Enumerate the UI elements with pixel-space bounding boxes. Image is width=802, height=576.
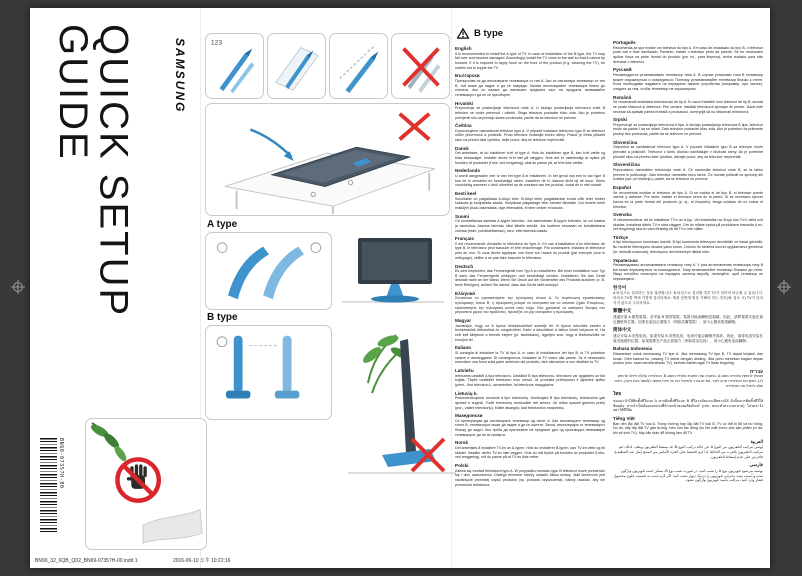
language-name: Македонски <box>455 413 483 419</box>
language-text: Bạn nên lắp đặt TV loại A. Trong trường hợp lắp đặt TV loại B, TV có thể bị đổ và hư hỏng. Do đó, hãy lắp đặt TV gần tường. Nếu cần tác động lực lên mặt trước của sản phẩm (ví dụ: khi vệ sinh TV), hãy cẩn thận để không làm đổ TV. <box>613 421 763 436</box>
warning-triangle-icon <box>457 28 469 39</box>
language-text: Препоръчва се да инсталирате телевизора от тип A. Ако се инсталира телевизор от тип B, той може да падне и да се повреди. Затова инсталирайте телевизора близо до стената. Ако се налага да натискате предната част на продукта, внимавайте телевизорът да не се преобърне. <box>455 78 605 97</box>
language-name: Deutsch <box>455 263 474 269</box>
language-name: Polski <box>455 463 469 469</box>
language-name: English <box>455 46 472 51</box>
language-text: מומלץ להתקין טלוויזיה מסוג A. במקרה של התקנת טלוויזיה מסוג B, הטלוויזיה עלולה ליפול ולהינזק. לכן, התקן את הטלוויזיה קרוב לקיר. אם יש צורך להפעיל כוח על חזית המוצר (למשל בעת ניקוי), היזהר שלא להפיל את הטלוויזיה. <box>613 374 763 388</box>
language-name: Latviešu <box>455 367 474 373</box>
a-type-tv-illustration <box>338 230 448 310</box>
language-section-8 <box>613 235 763 255</box>
language-name: Tiếng Việt <box>613 416 635 422</box>
language-name: Lietuvių k. <box>455 390 478 396</box>
step-panel-3 <box>329 33 388 99</box>
language-text: Det anbefales, at du installerer tv'et af type A. Hvis du installerer type B, kan tv'et vælte og blive beskadiget. Installér derfor tv'et tæt på væggen. Hvis det er nødvendigt at trykke på forsiden af produktet (f.eks. ved rengøring), skal du passe på, at tv'et ikke vælter. <box>455 151 605 165</box>
language-text: Doporučujeme nainstalovat televizor typu A. V případě instalace televizoru typu B se televizor může převrhnout a poškodit. Proto televizor instalujte blízko stěny. Pokud je třeba působit silou na přední část výrobku, dejte pozor, aby se televizor nepřevrátil. <box>455 128 605 143</box>
a-type-label: A type <box>207 219 238 230</box>
language-text: ขอแนะนำให้ติดตั้งทีวีแบบ A หากติดตั้งทีวีแบบ B ทีวีอาจล้มและเสียหายได้ ดังนั้นควรติดตั้งทีวีให้ชิดผนัง หากจำเป็นต้องออกแรงที่ด้านหน้าของผลิตภัณฑ์ (เช่น ขณะทำความสะอาด) โปรดระวังอย่าให้ทีวีล้ม <box>613 399 763 413</box>
language-name: Italiano <box>455 345 472 351</box>
language-section-16 <box>613 416 763 436</box>
language-name: العربية <box>750 438 763 444</box>
registration-mark-right-icon <box>777 280 791 294</box>
step-panel-1 <box>205 33 264 99</box>
language-text: Ieteicams uzstādīt A tipa televizoru. Uzstādot B tipa televizoru, televizors var apgāzties un tikt bojāts. Tāpēc uzstādiet televizoru tuvu sienai. Ja produkta priekšpusei ir jāpieliek spēks (piem., tīrot televizoru), uzmanieties, lai televizors neapgāztos. <box>455 373 605 387</box>
language-section-16 <box>455 440 605 460</box>
language-section-18 <box>613 462 763 483</box>
language-name: Español <box>613 185 631 190</box>
do-not-press-illustration <box>86 419 206 549</box>
language-section-8 <box>455 236 605 260</box>
language-section-12 <box>613 327 763 343</box>
registration-mark-left-icon <box>11 280 25 294</box>
b-type-label: B type <box>207 312 238 323</box>
language-section-14 <box>455 391 605 411</box>
language-section-9 <box>455 264 605 288</box>
step4-illustration-prohibited <box>392 34 449 98</box>
language-name: 简体中文 <box>613 327 632 333</box>
language-name: Slovenščina <box>613 162 640 168</box>
language-text: Il est recommandé d'installer le téléviseur de type A. En cas d'installation d'un téléviseur de type B, le téléviseur peut basculer et être endommagé. Par conséquent, installez le téléviseur près du mur. Si vous devez appliquer une force sur l'avant du produit (par exemple pour le nettoyage), veillez à ne pas faire basculer le téléviseur. <box>455 241 605 260</box>
language-name: Русский <box>613 67 632 73</box>
language-text: Det anbefales å installere TV-en av A-typen. Hvis du installerer B-typen, kan TV-en velte og bli skadet. Installer derfor TV-en nær veggen. Hvis du må trykke på forsiden av produktet (f.eks. ved rengjøring), må du passe på at TV-en ikke velter. <box>455 446 605 460</box>
step-panel-4 <box>391 33 450 99</box>
language-name: Türkçe <box>613 234 629 240</box>
language-section-15 <box>455 413 605 437</box>
language-section-11 <box>613 308 763 324</box>
language-text: A tipi televizyonun kurulması önerilir. B tipi kurulumda televizyon devrilebilir ve hasar görebilir. Bu nedenle televizyonu duvara yakın kurun. Ürünün ön tarafına kuvvet uygulamanız gerekirse (ör. temizlik sırasında), televizyonu devirmemeye dikkat edin. <box>613 240 763 254</box>
print-file-info: BN90_32_6QB_Q02_BN69-07357H-00.indd 1 <box>35 558 138 564</box>
language-section-0 <box>613 40 763 64</box>
language-section-6 <box>455 191 605 211</box>
language-text: It is recommended to install the A type of TV. In case of installation of the B type, the TV may fall over and become damaged. Accordingly, install the TV close to the wall so that it cannot tip forward. If it is required to apply force on the front of the product (e.g. cleaning the TV), be careful not to topple the TV. <box>455 51 605 70</box>
a-type-stand-parts <box>206 233 331 309</box>
language-name: Português <box>613 40 636 45</box>
language-text: Javasoljuk, hogy az A típusú tévékészüléket szerelje fel. B típusú készülék esetén a tévékészülék felborulhat és megsérülhet. Ezért a készüléket a falhoz közel helyezze el. Ha erőt kell kifejtenie a termék elejére (pl. tisztításkor), ügyeljen arra, hogy a tévékészülék ne boruljon fel. <box>455 323 605 342</box>
language-text: Odporúča sa nainštalovať televízor typu A. V prípade inštalácie typu B sa televízor môže prevrátiť a poškodiť. Televízor z tohto dôvodu nainštalujte v blízkosti steny. Ak je potrebné pôsobiť silou na prednú časť výrobku, dávajte pozor, aby sa televízor neprevrátil. <box>613 145 763 159</box>
language-text: Disarankan untuk memasang TV tipe A. Jika memasang TV tipe B, TV dapat terjatuh dan rusak. Oleh karena itu, pasang TV dekat dengan dinding. Jika perlu menekan bagian depan produk (mis. saat membersihkan TV), berhati-hatilah agar TV tidak terguling. <box>613 351 763 366</box>
language-text: On suositeltavaa asentaa A-tyypin televisio. Jos asennetaan B-tyypin televisio, se voi kaatua ja vaurioitua. Asenna televisio siksi lähelle seinää. Jos tuotteen etuosaan on kohdistettava voimaa (esim. puhdistettaessa), varo, ettei televisio kaadu. <box>455 219 605 233</box>
language-name: Dansk <box>455 145 469 151</box>
language-section-12 <box>455 345 605 365</box>
language-name: Français <box>455 236 474 242</box>
language-text: Rekomenduojama montuoti A tipo televizorių. Montuojant B tipo televizorių, televizorius gali apvirsti ir sugesti. Todėl televizorių montuokite arti sienos. Jei reikia spausti gaminio priekį (pvz., valant televizorių), būkite atsargūs, kad televizorius neapvirstų. <box>455 396 605 410</box>
language-section-13 <box>455 368 605 388</box>
language-name: Română <box>613 94 632 100</box>
a-type-parts-panel <box>205 232 332 310</box>
language-section-9 <box>613 258 763 282</box>
language-text: Recomenda-se que instale um televisor do tipo A. Em caso de instalação do tipo B, o televisor pode cair e ficar danificado. Portanto, instale o televisor perto da parede. Se for necessário aplicar força na parte frontal do produto (por ex., para limpeza), tenha cuidado para não derrubar o televisor. <box>613 45 763 64</box>
language-name: Nederlands <box>455 168 481 174</box>
language-text: Preporučuje se postavljanje televizora vrste A. U slučaju postavljanja televizora vrste B televizor se može prevrnuti i oštetiti. Stoga televizor postavite blizu zida. Ako je potrebno primijeniti silu na prednju stranu proizvoda, pazite da se televizor ne prevrne. <box>455 106 605 120</box>
language-section-10 <box>613 285 763 306</box>
language-text: توصیه می‌شود تلویزیون نوع A را نصب کنید. در صورت نصب نوع B، ممکن است تلویزیون واژگون شده و آسیب ببیند. بنابراین تلویزیون را نزدیک دیوار نصب کنید. اگر لازم است به قسمت جلوی محصول فشار وارد کنید، مراقب باشید تلویزیون واژگون نشود. <box>613 468 763 483</box>
language-text: Рекомендовано встановлювати телевізор типу A. У разі встановлення телевізора типу B він може перекинутися та пошкодитися. Тому встановлюйте телевізор близько до стіни. Якщо потрібно натиснути на передню частину виробу, пильнуйте, щоб телевізор не перекинувся. <box>613 263 763 282</box>
language-text: Es wird empfohlen, das Fernsehgerät vom Typ A zu installieren. Bei einer Installation vom Typ B kann das Fernsehgerät umkippen und beschädigt werden. Installieren Sie das Gerät deshalb nahe an der Wand. Wenn Sie Druck auf die Vorderseite des Produkts ausüben (z. B. beim Reinigen), achten Sie darauf, dass das Gerät nicht umkippt. <box>455 269 605 288</box>
assembly-steps-row <box>205 33 450 99</box>
language-name: 繁體中文 <box>613 308 632 314</box>
language-text: Zaleca się montaż telewizora typu A. W przypadku montażu typu B telewizor może przewrócić się i ulec uszkodzeniu. Dlatego telewizor należy ustawić blisko ściany. Jeśli konieczne jest naciśnięcie przedniej części produktu (np. podczas czyszczenia), należy uważać, aby nie przewrócić telewizora. <box>455 468 605 487</box>
section-heading-label: B type <box>474 28 504 39</box>
table-assembly-panel <box>205 103 450 216</box>
language-section-1 <box>455 73 605 97</box>
step3-illustration <box>330 34 387 98</box>
language-section-13 <box>613 346 763 366</box>
language-section-11 <box>455 318 605 342</box>
language-section-1 <box>613 67 763 91</box>
section-heading <box>457 28 503 39</box>
language-section-14 <box>613 369 763 389</box>
language-text: Priporočamo namestitev televizorja vrste A. Če namestite televizor vrste B, se ta lahko prevrne in poškoduje. Zato televizor namestite blizu stene. Če morate pritisniti na sprednji del izdelka (npr. pri čiščenju), pazite, da se televizor ne prevrne. <box>613 167 763 182</box>
language-text: Se recomienda instalar el televisor de tipo A. Si se instala el de tipo B, el televisor puede caerse y dañarse. Por tanto, instale el televisor cerca de la pared. Si es necesario ejercer fuerza en la parte frontal del producto (p. ej., al limpiarlo), tenga cuidado de no volcar el televisor. <box>613 190 763 209</box>
language-text: 建议安装 A 类型电视。如果安装 B 类型电视，电视可能会翻倒并损坏。因此，请将电视安装在靠近墙壁的位置。如果需要在产品正面施力（例如清洁电视），请小心避免电视翻倒。 <box>613 333 763 343</box>
language-text: Συνιστάται να εγκαταστήσετε την τηλεόραση τύπου A. Σε περίπτωση εγκατάστασης τηλεόρασης τύπου B, η τηλεόραση μπορεί να ανατραπεί και να υποστεί ζημιά. Επομένως, εγκαταστήστε την τηλεόραση κοντά στον τοίχο. Εάν χρειαστεί να ασκήσετε δύναμη στο μπροστινό μέρος του προϊόντος, προσέξτε να μην ανατραπεί η τηλεόραση. <box>455 296 605 315</box>
language-name: Български <box>455 73 480 79</box>
language-name: Svenska <box>613 212 632 218</box>
language-text: Soovitatav on paigaldada A-tüüpi teler. B-tüüpi teleri paigaldamise korral võib teler ümber kukkuda ja kahjustada saada. Seepärast paigaldage teler seinale lähedale. Kui tootele tuleb esiküljelt jõudu rakendada, olge ettevaatlik, et teler ümber ei kukuks. <box>455 196 605 210</box>
language-section-2 <box>455 101 605 121</box>
language-section-3 <box>455 123 605 143</box>
language-section-17 <box>455 463 605 487</box>
language-name: Slovenčina <box>613 139 638 145</box>
language-text: Vi rekommenderar att du installerar TV:n av A-typ. Vid installation av B-typ kan TV:n välta och skadas. Installera därför TV:n nära väggen. Om du måste trycka på produktens framsida (t.ex. vid rengöring) ska du vara försiktig så att TV:n inte välter. <box>613 217 763 232</box>
language-name: Bahasa Indonesia <box>613 346 653 352</box>
vertical-title: QUICK SETUP GUIDE <box>50 24 136 317</box>
barcode <box>40 438 57 533</box>
b-type-stand-parts <box>206 326 331 419</box>
language-text: Се препорачува да инсталирате телевизор од типот A. Ако инсталирате телевизор од типот B, телевизорот може да падне и да се оштети. Затоа, инсталирајте го телевизорот блиску до ѕидот. Ако треба да притискате на предниот дел од производот, внимавајте телевизорот да не се преврти. <box>455 418 605 437</box>
language-name: Hrvatski <box>455 100 474 106</box>
table-assembly-illustration <box>206 104 449 215</box>
language-name: 한국어 <box>613 284 627 290</box>
do-not-press-panel <box>85 418 207 550</box>
language-section-5 <box>455 168 605 188</box>
steps-label: 123 <box>210 39 223 47</box>
print-date-info: 2016-06-10 오후 10:22:16 <box>172 558 231 564</box>
b-type-tv-warning-illustration <box>342 323 462 488</box>
step1-illustration <box>206 34 263 98</box>
language-section-15 <box>613 391 763 413</box>
language-text: Рекомендуется устанавливать телевизор типа A. В случае установки типа B телевизор может опрокинуться и повредиться. Поэтому устанавливайте телевизор близко к стене. Если необходимо надавить на переднюю панель устройства (например, при чистке), следите за тем, чтобы телевизор не опрокинулся. <box>613 72 763 91</box>
step-panel-2 <box>267 33 326 99</box>
language-name: Suomi <box>455 213 470 219</box>
language-name: Українська <box>613 257 638 263</box>
b-type-parts-panel <box>205 325 332 420</box>
language-text: Preporučuje se postavljanje televizora A tipa. U slučaju postavljanja televizora B tipa, televizor može da padne i da se ošteti. Zato televizor postavite blizu zida. Ako je potrebno da pritisnete prednji deo proizvoda, pazite da se televizor ne prevrne. <box>613 122 763 137</box>
step2-illustration <box>268 34 325 98</box>
print-footer <box>35 557 264 564</box>
language-section-10 <box>455 291 605 315</box>
language-name: Norsk <box>455 440 469 446</box>
language-section-5 <box>613 162 763 182</box>
language-column-right <box>613 40 763 553</box>
language-name: Magyar <box>455 318 472 324</box>
language-name: Srpski <box>613 117 628 123</box>
language-section-17 <box>613 439 763 460</box>
language-name: فارسی <box>749 462 763 468</box>
language-name: Ελληνικά <box>455 290 476 296</box>
language-section-4 <box>455 146 605 166</box>
language-section-2 <box>613 95 763 115</box>
language-name: ไทย <box>613 391 622 397</box>
language-name: Čeština <box>455 123 472 129</box>
language-text: U wordt aangeraden een tv van het type A te installeren. In het geval van een tv van type B kan de tv omvallen en beschadigd raken. Installeer de tv daarom dicht bij de muur. Wees voorzichtig wanneer u druk uitoefent op de voorkant van het product, zodat de tv niet omvalt. <box>455 173 605 188</box>
guide-page <box>30 8 770 568</box>
language-text: A 타입으로 설치하는 것을 권장합니다. B 타입으로 설치할 경우 TV가 넘어져 파손될 수 있습니다. 따라서 TV를 벽에 가깝게 설치하세요. 제품 앞면에 힘을 가해야 하는 경우(예: 청소 시) TV가 넘어지지 않도록 주의하세요. <box>613 291 763 305</box>
language-name: Eesti keel <box>455 191 477 196</box>
language-text: 建議安裝 A 類型電視。若安裝 B 類型電視，電視可能會翻倒並損壞。因此，請將電視安裝在靠近牆壁的位置。如需在產品正面施力（例如清潔電視），請小心避免電視翻倒。 <box>613 314 763 324</box>
language-section-3 <box>613 117 763 137</box>
language-section-6 <box>613 185 763 209</box>
language-text: Se recomandă instalarea televizorului de tip A. În cazul instalării unui televizor de tip B, acesta se poate răsturna și deteriora. Prin urmare, instalați televizorul aproape de perete. Dacă este necesar să apăsați partea frontală a produsului, aveți grijă să nu răsturnați televizorul. <box>613 100 763 114</box>
language-section-4 <box>613 140 763 160</box>
language-section-0 <box>455 46 605 70</box>
language-section-7 <box>613 212 763 232</box>
language-text: Si consiglia di installare la TV di tipo A. In caso di installazione del tipo B, la TV potrebbe cadere e danneggiarsi. Di conseguenza, installare la TV vicino alla parete. Se è necessario esercitare una forza sulla parte anteriore del prodotto, fare attenzione a non ribaltare la TV. <box>455 350 605 365</box>
language-text: يُوصى بتركيب التلفزيون من النوع A. في حالة تركيب النوع B، قد يسقط التلفزيون ويتلف. لذلك، قم بتركيب التلفزيون بالقرب من الحائط. إذا لزم الضغط على الجزء الأمامي من المنتج (مثل عند التنظيف)، فاحرص على عدم إسقاط التلفزيون. <box>613 445 763 459</box>
language-name: עברית <box>749 368 763 374</box>
language-column-left <box>455 46 605 553</box>
language-section-7 <box>455 214 605 234</box>
samsung-logo: SAMSUNG <box>173 38 187 114</box>
barcode-number: BN68-07357H-00 <box>58 438 64 489</box>
